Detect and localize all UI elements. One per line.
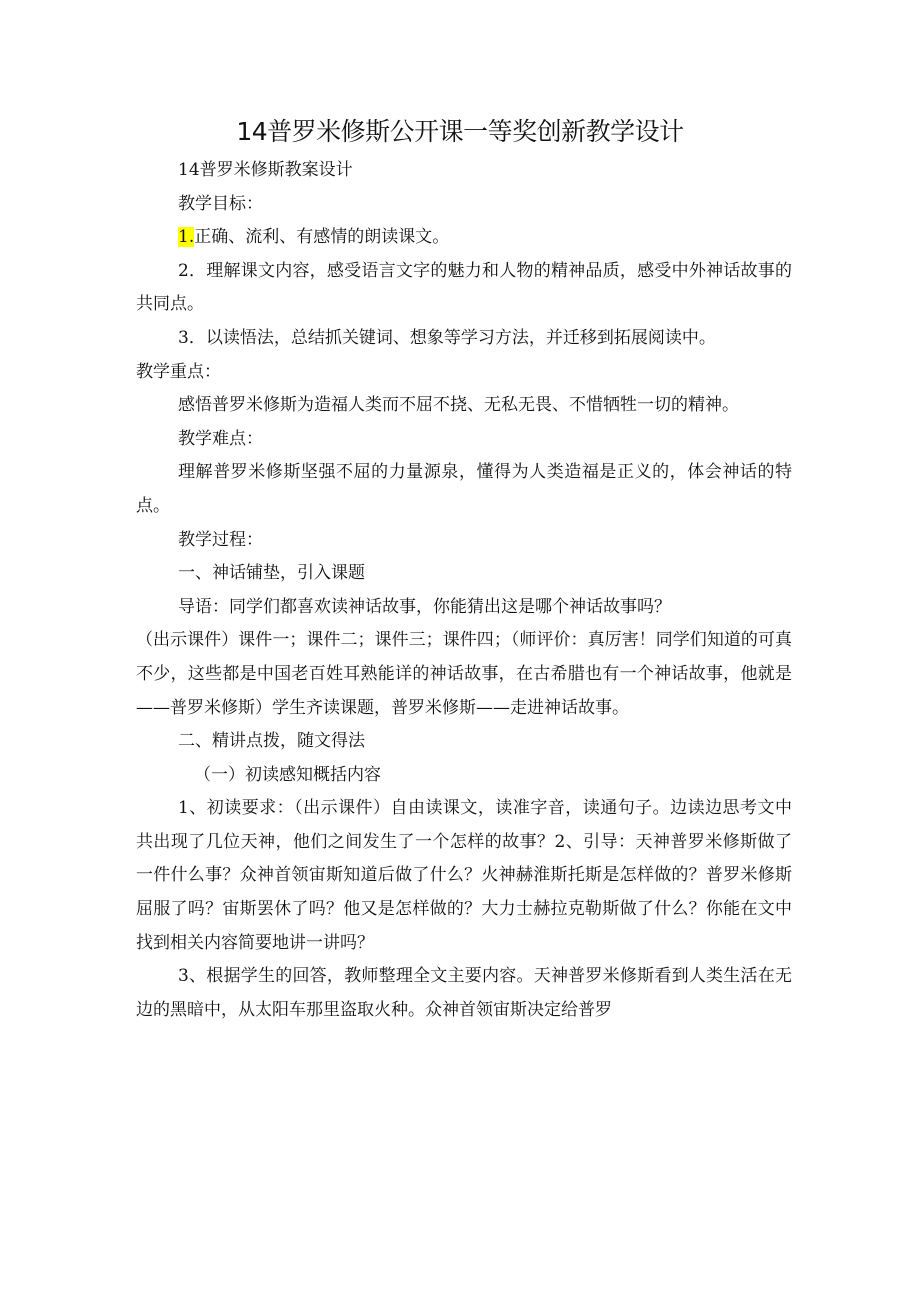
paragraph bbox=[136, 557, 792, 591]
document-body bbox=[136, 154, 792, 1027]
paragraph bbox=[136, 725, 792, 759]
paragraph-text: 教学目标： bbox=[178, 193, 263, 214]
paragraph-text: 3、根据学生的回答，教师整理全文主要内容。天神普罗米修斯看到人类生活在无边的黑暗中，从太阳车那里盗取火种。众神首领宙斯决定给普罗 bbox=[136, 966, 792, 1020]
paragraph bbox=[136, 154, 792, 188]
paragraph-text: 理解普罗米修斯坚强不屈的力量源泉，懂得为人类造福是正义的，体会神话的特点。 bbox=[136, 462, 792, 516]
paragraph bbox=[136, 792, 792, 960]
paragraph bbox=[136, 322, 792, 356]
paragraph-text: 2．理解课文内容，感受语言文字的魅力和人物的精神品质，感受中外神话故事的共同点。 bbox=[136, 260, 792, 315]
paragraph-text: 教学过程： bbox=[178, 529, 263, 550]
paragraph bbox=[136, 389, 792, 423]
paragraph bbox=[136, 759, 792, 793]
paragraph-text: 3．以读悟法，总结抓关键词、想象等学习方法，并迁移到拓展阅读中。 bbox=[178, 327, 716, 348]
highlighted-number: 1. bbox=[178, 227, 195, 248]
paragraph-text: 一、神话铺垫，引入课题 bbox=[178, 563, 365, 584]
paragraph-text: 二、精讲点拨，随文得法 bbox=[178, 731, 365, 752]
paragraph-text: （出示课件）课件一；课件二；课件三；课件四；（师评价：真厉害！同学们知道的可真不少，这些都是中国老百姓耳熟能详的神话故事，在古希腊也有一个神话故事，他就是——普罗米修斯）学生齐读课题，普罗米修斯——走进神话故事。 bbox=[136, 630, 792, 718]
paragraph-text: 1、初读要求：（出示课件）自由读课文，读准字音，读通句子。边读边思考文中共出现了几位天神，他们之间发生了一个怎样的故事？2、引导：天神普罗米修斯做了一件什么事？众神首领宙斯知道后做了什么？火神赫淮斯托斯是怎样做的？普罗米修斯屈服了吗？宙斯罢休了吗？他又是怎样做的？大力士赫拉克勒斯做了什么？你能在文中找到相关内容简要地讲一讲吗？ bbox=[136, 798, 792, 953]
paragraph bbox=[136, 423, 792, 457]
paragraph bbox=[136, 356, 792, 390]
paragraph bbox=[136, 456, 792, 523]
document-title: 14普罗米修斯公开课一等奖创新教学设计 bbox=[236, 117, 684, 146]
paragraph-text: 正确、流利、有感情的朗读课文。 bbox=[194, 227, 450, 248]
paragraph bbox=[136, 524, 792, 558]
paragraph bbox=[136, 591, 792, 625]
paragraph bbox=[136, 624, 792, 725]
paragraph-text: （一）初读感知概括内容 bbox=[194, 764, 381, 785]
paragraph-text: 教学难点： bbox=[178, 428, 263, 449]
paragraph-text: 教学重点： bbox=[136, 361, 221, 382]
paragraph bbox=[136, 188, 792, 222]
paragraph bbox=[136, 960, 792, 1027]
paragraph bbox=[136, 221, 792, 255]
paragraph-text: 14普罗米修斯教案设计 bbox=[178, 160, 353, 180]
paragraph-text: 感悟普罗米修斯为造福人类而不屈不挠、无私无畏、不惜牺牲一切的精神。 bbox=[178, 395, 739, 416]
paragraph-text: 导语：同学们都喜欢读神话故事，你能猜出这是哪个神话故事吗？ bbox=[178, 596, 671, 617]
paragraph bbox=[136, 255, 792, 322]
